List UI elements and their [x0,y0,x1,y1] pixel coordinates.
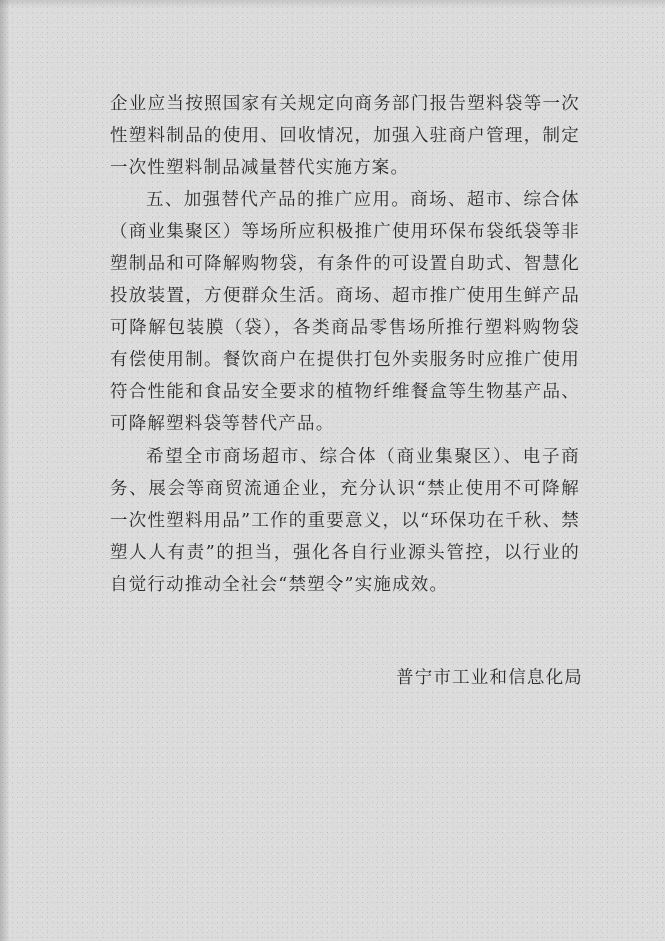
issuing-authority-signature: 普宁市工业和信息化局 [396,668,583,688]
scan-edge-shadow [0,0,10,941]
scan-top-shadow [0,0,665,8]
paragraph-substitute-products: 五、加强替代产品的推广应用。商场、超市、综合体（商业集聚区）等场所应积极推广使用环保布袋纸袋等非塑制品和可降解购物袋，有条件的可设置自助式、智慧化投放装置，方便群众生活。商场、超市推广使用生鲜产品可降解包装膜（袋），各类商品零售场所推行塑料购物袋有偿使用制。餐饮商户在提供打包外卖服务时应推广使用符合性能和食品安全要求的植物纤维餐盒等生物基产品、可降解塑料袋等替代产品。 [110,190,580,434]
paragraph-appeal: 希望全市商场超市、综合体（商业集聚区）、电子商务、展会等商贸流通企业，充分认识“禁止使用不可降解一次性塑料用品”工作的重要意义，以“环保功在千秋、禁塑人人有责”的担当，强化各自行业源头管控，以行业的自觉行动推动全社会“禁塑令”实施成效。 [110,447,580,595]
paragraph-reporting-obligation: 企业应当按照国家有关规定向商务部门报告塑料袋等一次性塑料制品的使用、回收情况，加强入驻商户管理，制定一次性塑料制品减量替代实施方案。 [110,94,580,178]
